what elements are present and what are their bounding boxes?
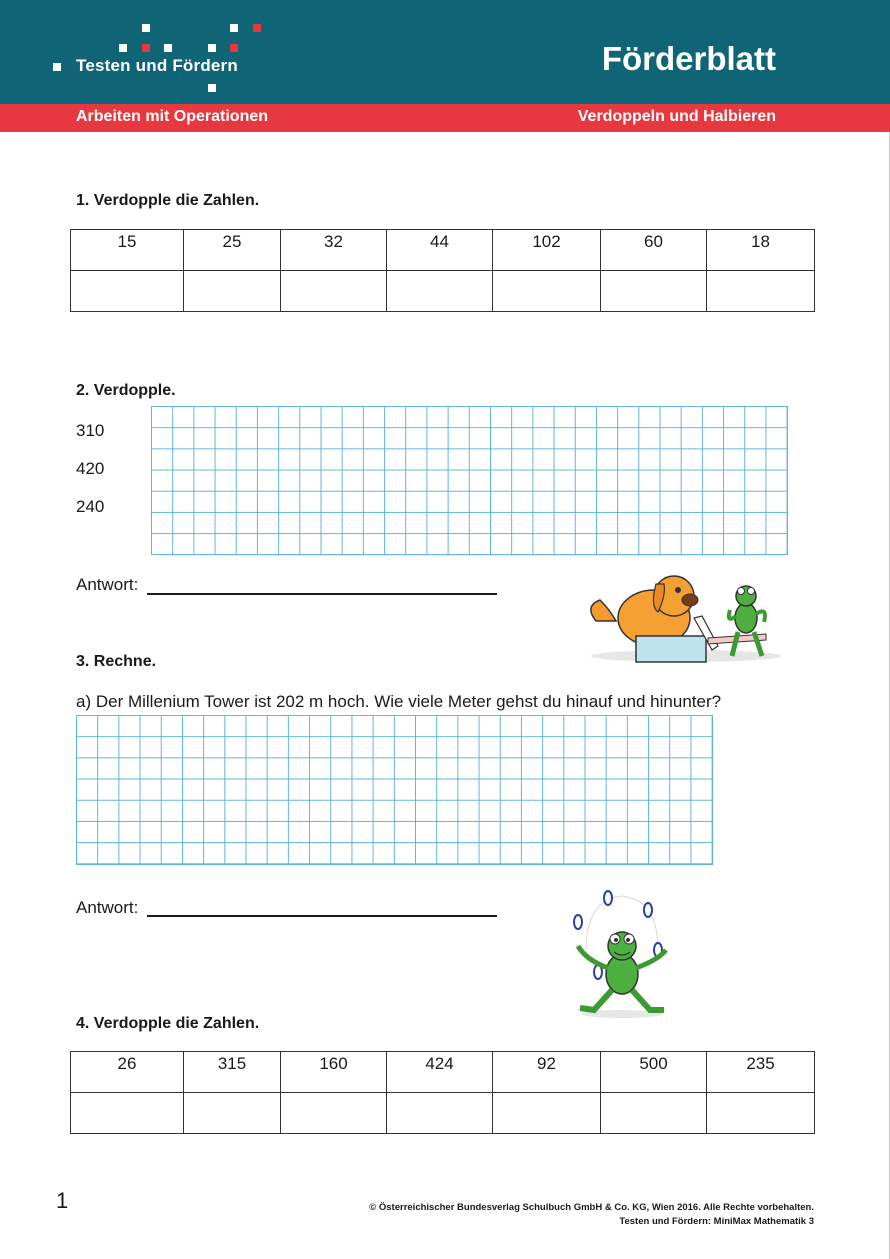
task1-table — [70, 229, 815, 312]
answer-cell[interactable] — [281, 1093, 387, 1134]
table-row — [71, 1052, 815, 1093]
task3-grid[interactable] — [76, 715, 713, 865]
number-cell: 15 — [71, 230, 184, 271]
task4-heading: 4. Verdopple die Zahlen. — [76, 1015, 260, 1032]
category-label: Arbeiten mit Operationen — [76, 108, 269, 125]
number-cell: 26 — [71, 1052, 184, 1093]
task2-item: 420 — [76, 459, 105, 478]
task3-heading: 3. Rechne. — [76, 653, 157, 670]
answer-cell[interactable] — [184, 271, 281, 312]
task2-answer-label: Antwort: — [76, 575, 139, 594]
number-cell: 60 — [601, 230, 707, 271]
answer-cell[interactable] — [601, 271, 707, 312]
task3-answer-label: Antwort: — [76, 898, 139, 917]
logo — [0, 0, 300, 100]
table-row — [71, 271, 815, 312]
dog-and-frog-illustration — [586, 566, 792, 666]
task4-table — [70, 1051, 815, 1134]
answer-cell[interactable] — [707, 1093, 815, 1134]
number-cell: 315 — [184, 1052, 281, 1093]
task2-item: 240 — [76, 497, 105, 516]
number-cell: 18 — [707, 230, 815, 271]
answer-cell[interactable] — [601, 1093, 707, 1134]
copyright-text: © Österreichischer Bundesverlag Schulbuch GmbH & Co. KG, Wien 2016. Alle Rechte vorbehalten. — [369, 1202, 814, 1213]
task2-grid[interactable] — [151, 406, 788, 555]
number-cell: 25 — [184, 230, 281, 271]
logo-text: Testen und Fördern — [76, 56, 238, 75]
subheader-bar — [0, 104, 890, 132]
number-cell: 235 — [707, 1052, 815, 1093]
footer-credits — [369, 1201, 814, 1229]
number-cell: 92 — [493, 1052, 601, 1093]
task2-item: 310 — [76, 421, 105, 440]
number-cell: 44 — [387, 230, 493, 271]
answer-cell[interactable] — [493, 1093, 601, 1134]
answer-cell[interactable] — [707, 271, 815, 312]
task2-heading: 2. Verdopple. — [76, 382, 176, 399]
number-cell: 424 — [387, 1052, 493, 1093]
table-row — [71, 1093, 815, 1134]
answer-cell[interactable] — [387, 1093, 493, 1134]
answer-cell[interactable] — [71, 1093, 184, 1134]
answer-cell[interactable] — [387, 271, 493, 312]
answer-cell[interactable] — [71, 271, 184, 312]
page-title: Förderblatt — [601, 40, 776, 77]
number-cell: 102 — [493, 230, 601, 271]
task3-question: a) Der Millenium Tower ist 202 m hoch. Wie viele Meter gehst du hinauf und hinunter? — [76, 692, 722, 711]
task1-heading: 1. Verdopple die Zahlen. — [76, 192, 260, 209]
answer-cell[interactable] — [184, 1093, 281, 1134]
table-row — [71, 230, 815, 271]
number-cell: 32 — [281, 230, 387, 271]
task3-answer-line[interactable] — [147, 915, 497, 917]
page-number: 1 — [56, 1188, 69, 1213]
task2-answer-line[interactable] — [147, 593, 497, 595]
answer-cell[interactable] — [281, 271, 387, 312]
answer-cell[interactable] — [493, 271, 601, 312]
number-cell: 160 — [281, 1052, 387, 1093]
number-cell: 500 — [601, 1052, 707, 1093]
topic-label: Verdoppeln und Halbieren — [577, 108, 776, 125]
juggling-frog-illustration — [566, 890, 678, 1020]
series-text: Testen und Fördern: MiniMax Mathematik 3 — [619, 1216, 814, 1227]
